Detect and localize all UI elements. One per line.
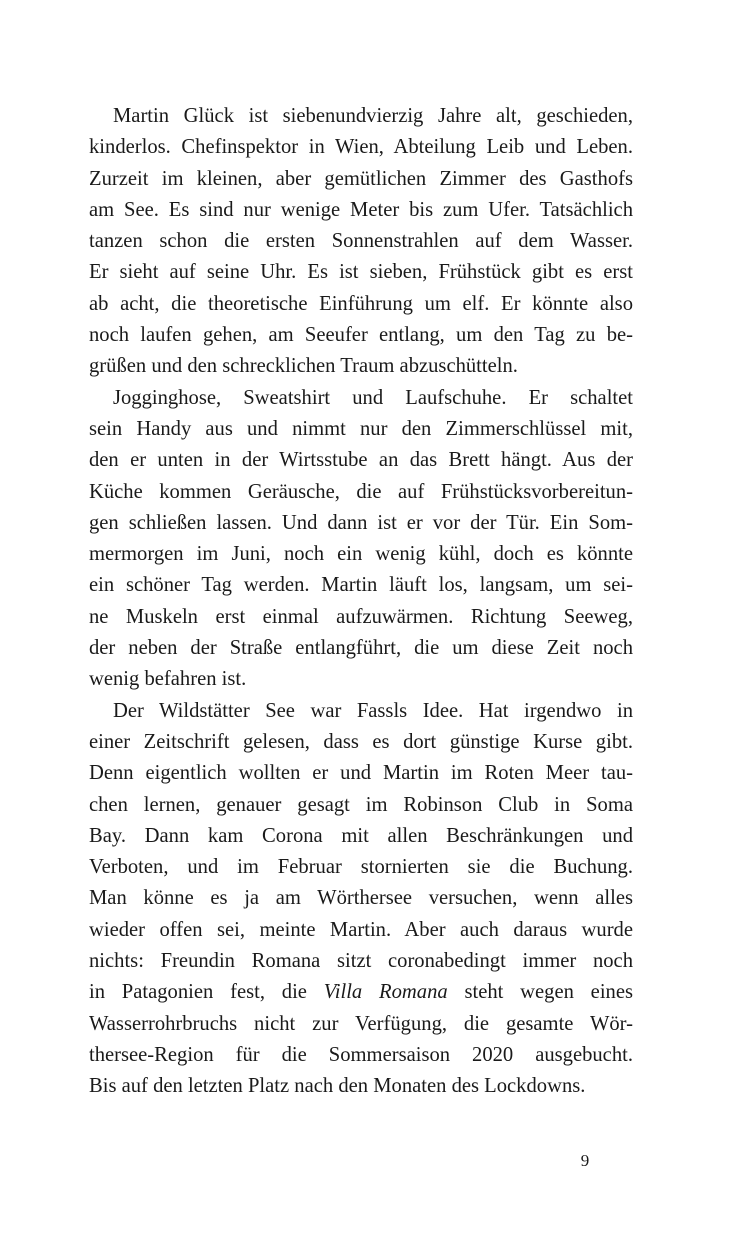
text-line: Verboten, und im Februar stornierten sie die Buchung. (89, 856, 633, 879)
text-segment: in Patagonien fest, die (89, 981, 324, 1004)
paragraph (89, 101, 633, 383)
text-line: Der Wildstätter See war Fassls Idee. Hat irgendwo in (113, 699, 633, 722)
text-line: wieder offen sei, meinte Martin. Aber auch daraus wurde (89, 918, 633, 941)
text-line: tanzen schon die ersten Sonnenstrahlen auf dem Wasser. (89, 230, 633, 253)
text-line: Martin Glück ist siebenundvierzig Jahre alt, geschieden, (113, 105, 633, 127)
text-line: kinderlos. Chefinspektor in Wien, Abteilung Leib und Leben. (89, 136, 633, 159)
text-line: Zurzeit im kleinen, aber gemütlichen Zimmer des Gasthofs (89, 167, 633, 190)
paragraph (89, 383, 633, 696)
text-line: Wasserrohrbruchs nicht zur Verfügung, die gesamte Wör- (89, 1012, 633, 1035)
page-number: 9 (580, 1151, 590, 1170)
text-line: Küche kommen Geräusche, die auf Frühstücksvorbereitun- (89, 480, 633, 503)
text-line: Man könne es ja am Wörthersee versuchen, wenn alles (89, 887, 633, 910)
text-line: ein schöner Tag werden. Martin läuft los, langsam, um sei- (89, 574, 633, 597)
text-line: mermorgen im Juni, noch ein wenig kühl, doch es könnte (89, 543, 633, 566)
text-line: wenig befahren ist. (89, 668, 247, 691)
book-page-text (89, 101, 633, 1103)
text-line: ne Muskeln erst einmal aufzuwärmen. Richtung Seeweg, (89, 605, 633, 628)
text-line: gen schließen lassen. Und dann ist er vor der Tür. Ein Som- (89, 511, 633, 534)
text-line: einer Zeitschrift gelesen, dass es dort günstige Kurse gibt. (89, 730, 633, 753)
text-line: thersee-Region für die Sommersaison 2020 ausgebucht. (89, 1043, 633, 1066)
text-line: Er sieht auf seine Uhr. Es ist sieben, Frühstück gibt es erst (89, 261, 633, 284)
text-line: sein Handy aus und nimmt nur den Zimmerschlüssel mit, (89, 417, 633, 440)
text-line: chen lernen, genauer gesagt im Robinson Club in Soma (89, 793, 633, 816)
text-line: der neben der Straße entlangführt, die um diese Zeit noch (89, 637, 633, 660)
paragraph (89, 696, 633, 1103)
text-line: Jogginghose, Sweatshirt und Laufschuhe. Er schaltet (113, 386, 633, 409)
text-line: Bay. Dann kam Corona mit allen Beschränkungen und (89, 824, 633, 847)
text-line: ab acht, die theoretische Einführung um elf. Er könnte also (89, 292, 633, 315)
text-line: nichts: Freundin Romana sitzt coronabedingt immer noch (89, 950, 633, 973)
text-line: grüßen und den schrecklichen Traum abzuschütteln. (89, 355, 518, 378)
text-line: Bis auf den letzten Platz nach den Monaten des Lockdowns. (89, 1075, 586, 1098)
text-line: am See. Es sind nur wenige Meter bis zum Ufer. Tatsächlich (89, 198, 633, 221)
text-segment: steht wegen eines (447, 981, 633, 1004)
text-line (89, 977, 633, 1008)
italic-title: Villa Romana (323, 981, 448, 1004)
text-line: noch laufen gehen, am Seeufer entlang, um den Tag zu be- (89, 324, 633, 347)
text-line: Denn eigentlich wollten er und Martin im Roten Meer tau- (89, 762, 633, 785)
text-line: den er unten in der Wirtsstube an das Brett hängt. Aus der (89, 449, 633, 472)
